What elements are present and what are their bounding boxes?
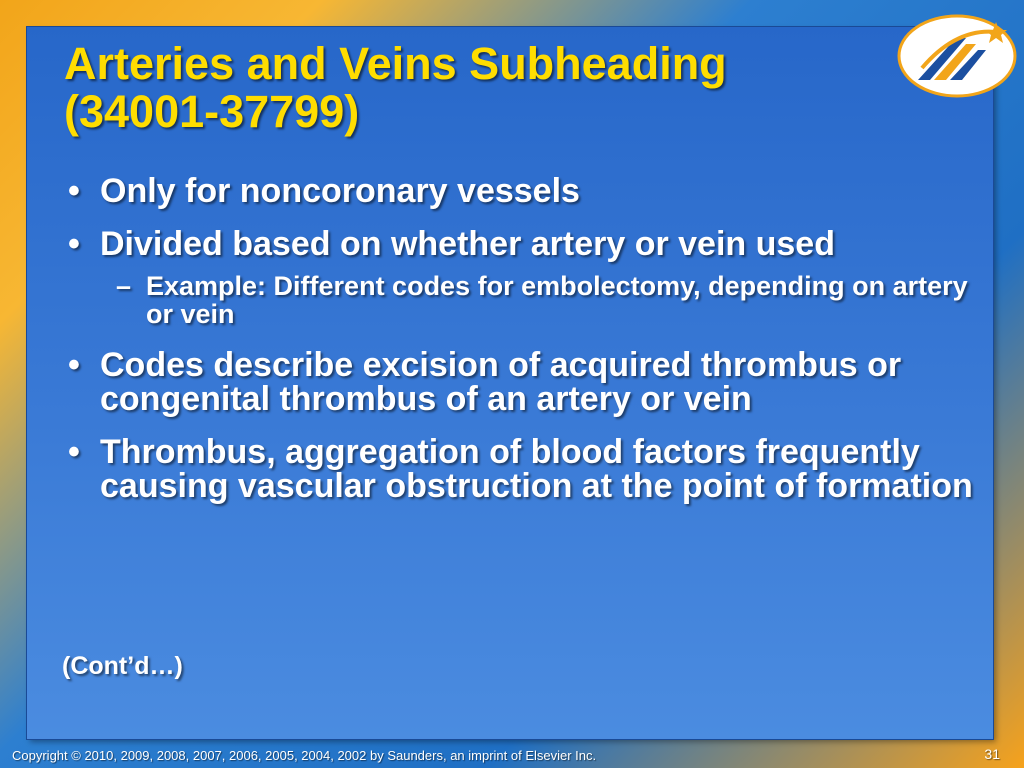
bullet-icon: •: [68, 225, 80, 263]
bullet-icon: •: [68, 346, 80, 384]
bullet-item: [60, 348, 980, 416]
sub-bullet-text: Example: Different codes for embolectomy, depending on artery or vein: [146, 271, 968, 329]
dash-icon: –: [116, 271, 132, 301]
bullet-text: Divided based on whether artery or vein used: [100, 225, 835, 263]
title-line-1: Arteries and Veins Subheading: [64, 38, 727, 89]
bullet-icon: •: [68, 433, 80, 471]
bullet-text: Codes describe excision of acquired thrombus or congenital thrombus of an artery or vein: [100, 346, 902, 418]
sub-bullet-item: [60, 272, 980, 328]
bullet-item: [60, 435, 980, 503]
slide-body: [60, 174, 980, 522]
page-number: 31: [984, 746, 1000, 762]
bullet-item: [60, 174, 980, 208]
bullet-text: Only for noncoronary vessels: [100, 172, 580, 210]
bullet-icon: •: [68, 172, 80, 210]
copyright-footer: Copyright © 2010, 2009, 2008, 2007, 2006, 2005, 2004, 2002 by Saunders, an imprint of Elsevier Inc.: [12, 748, 597, 763]
bullet-item: [60, 227, 980, 261]
slide-title: [64, 40, 844, 136]
publisher-logo: [896, 10, 1018, 100]
bullet-text: Thrombus, aggregation of blood factors frequently causing vascular obstruction at the point of formation: [100, 433, 973, 505]
title-line-2: (34001-37799): [64, 86, 360, 137]
continued-note: (Cont’d…): [62, 652, 183, 680]
